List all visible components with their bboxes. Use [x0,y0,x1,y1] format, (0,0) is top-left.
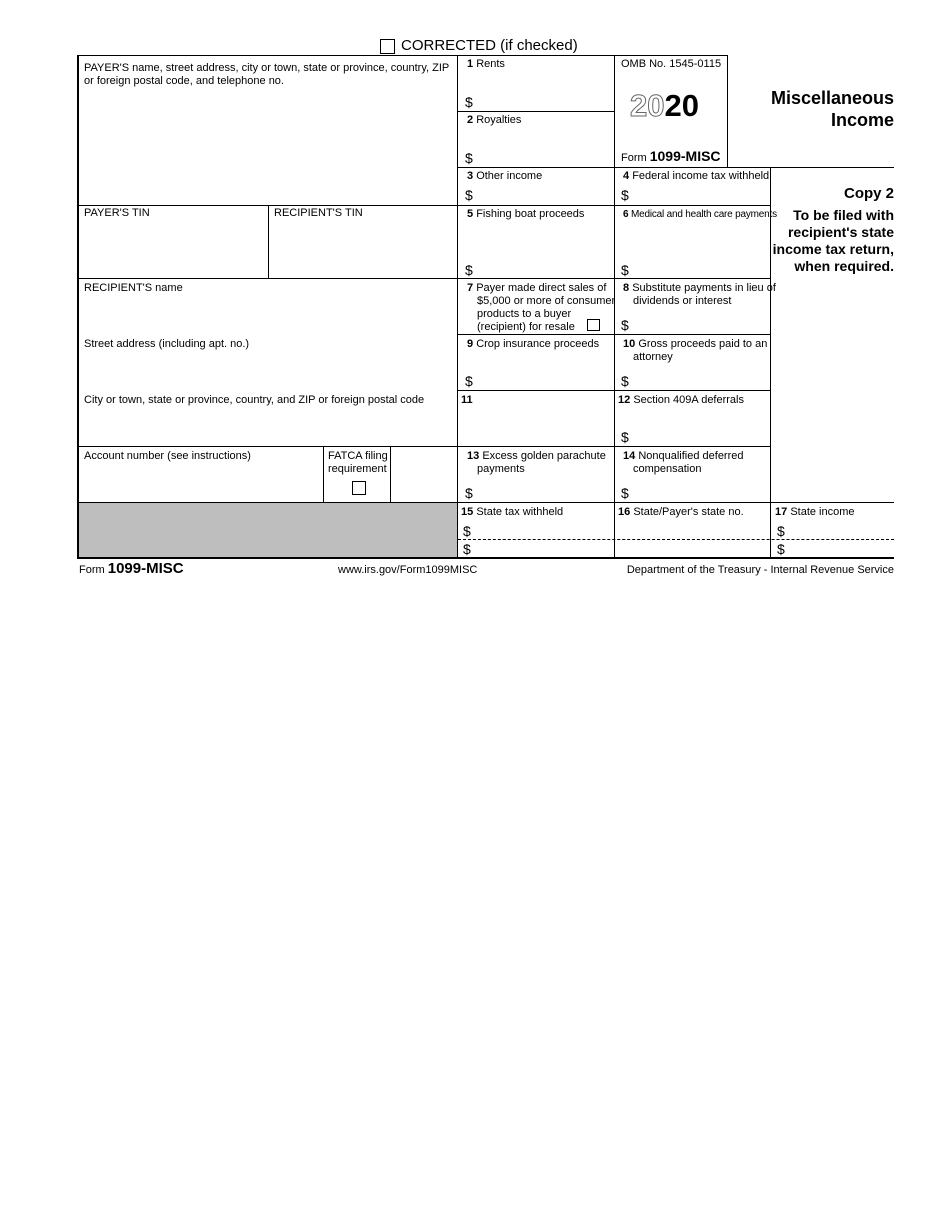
box4-dollar: $ [621,187,629,203]
box6-field[interactable] [633,258,767,277]
street-address-label: Street address (including apt. no.) [84,338,250,350]
box2-dollar: $ [465,150,473,166]
box3-label: 3 Other income [467,170,543,182]
box4-label: 4 Federal income tax withheld [623,170,770,182]
box16-field-1[interactable] [617,521,768,538]
copy-text: To be filed with recipient's state income tax return, when required. [772,207,894,274]
box11-field[interactable] [460,410,612,444]
box3-field[interactable] [477,184,611,204]
box11-label: 11 [461,394,473,406]
footer-department: Department of the Treasury - Internal Revenue Service [626,564,894,576]
street-address-field[interactable] [80,352,455,392]
tax-year-bold: 20 [664,88,699,123]
payer-name-field[interactable] [80,90,455,203]
box9-label: 9 Crop insurance proceeds [467,338,600,350]
box6-dollar: $ [621,262,629,278]
omb-number: OMB No. 1545-0115 [621,58,722,70]
box1-label: 1 Rents [467,58,505,70]
fatca-label: FATCA filing requirement [328,450,388,475]
form-title-line1: Miscellaneous [770,88,894,108]
box5-field[interactable] [477,258,611,277]
box2-field[interactable] [477,146,611,166]
recipient-name-label: RECIPIENT'S name [84,282,183,294]
account-number-field[interactable] [80,464,320,500]
box9-field[interactable] [477,370,611,389]
box8-field[interactable] [633,314,767,333]
box15-dollar-2: $ [463,541,471,557]
box13-field[interactable] [477,482,611,501]
box10-field[interactable] [633,370,767,389]
box17-label: 17 State income [775,506,855,518]
box12-dollar: $ [621,429,629,445]
box17-field-2[interactable] [789,540,893,556]
box7-checkbox[interactable] [587,319,600,331]
corrected-checkbox[interactable] [380,39,395,54]
recipient-name-field[interactable] [80,296,455,336]
box10-label: 10 Gross proceeds paid to an attorney [623,338,768,363]
box15-dollar-1: $ [463,523,471,539]
box15-field-2[interactable] [475,540,611,556]
payer-name-label: PAYER'S name, street address, city or town, state or province, country, ZIP or foreign postal code, and telephone no. [84,62,450,87]
box14-dollar: $ [621,485,629,501]
box12-field[interactable] [633,426,767,445]
omb-form-name: Form 1099-MISC [621,148,721,164]
box16-field-2[interactable] [617,540,768,556]
box7-label: 7 Payer made direct sales of $5,000 or more of consumer products to a buyer (recipient) for resale [467,282,616,333]
box1-field[interactable] [477,90,611,110]
box14-field[interactable] [633,482,767,501]
box17-field-1[interactable] [789,521,893,538]
fatca-checkbox[interactable] [352,481,366,495]
box4-field[interactable] [633,184,767,204]
box1-dollar: $ [465,94,473,110]
box2-label: 2 Royalties [467,114,522,126]
box12-label: 12 Section 409A deferrals [618,394,744,406]
tax-year-outline: 20 [630,88,665,123]
box17-dollar-2: $ [777,541,785,557]
box6-label: 6 Medical and health care payments [623,209,777,220]
form-title-line2: Income [830,110,894,130]
tax-year [630,88,699,124]
box15-label: 15 State tax withheld [461,506,564,518]
box16-label: 16 State/Payer's state no. [618,506,744,518]
box8-label: 8 Substitute payments in lieu of dividends or interest [623,282,776,307]
payer-tin-label: PAYER'S TIN [84,207,150,219]
box8-dollar: $ [621,317,629,333]
box10-dollar: $ [621,373,629,389]
copy-heading: Copy 2 [843,185,894,202]
corrected-label: CORRECTED (if checked) [401,37,578,54]
box5-label: 5 Fishing boat proceeds [467,208,585,220]
box9-dollar: $ [465,373,473,389]
box14-label: 14 Nonqualified deferred compensation [623,450,744,475]
city-state-label: City or town, state or province, country, and ZIP or foreign postal code [84,394,425,406]
recipient-tin-field[interactable] [270,222,455,276]
footer-url[interactable]: www.irs.gov/Form1099MISC [338,564,478,576]
payer-tin-field[interactable] [80,222,266,276]
city-state-field[interactable] [80,408,455,444]
recipient-tin-label: RECIPIENT'S TIN [274,207,363,219]
box3-dollar: $ [465,187,473,203]
form-title [735,87,894,131]
box17-dollar-1: $ [777,523,785,539]
box13-dollar: $ [465,485,473,501]
footer-form-name: Form 1099-MISC [79,560,184,577]
shaded-area [79,503,457,557]
box15-field-1[interactable] [475,521,611,538]
account-number-label: Account number (see instructions) [84,450,251,462]
box13-label: 13 Excess golden parachute payments [467,450,606,475]
box5-dollar: $ [465,262,473,278]
